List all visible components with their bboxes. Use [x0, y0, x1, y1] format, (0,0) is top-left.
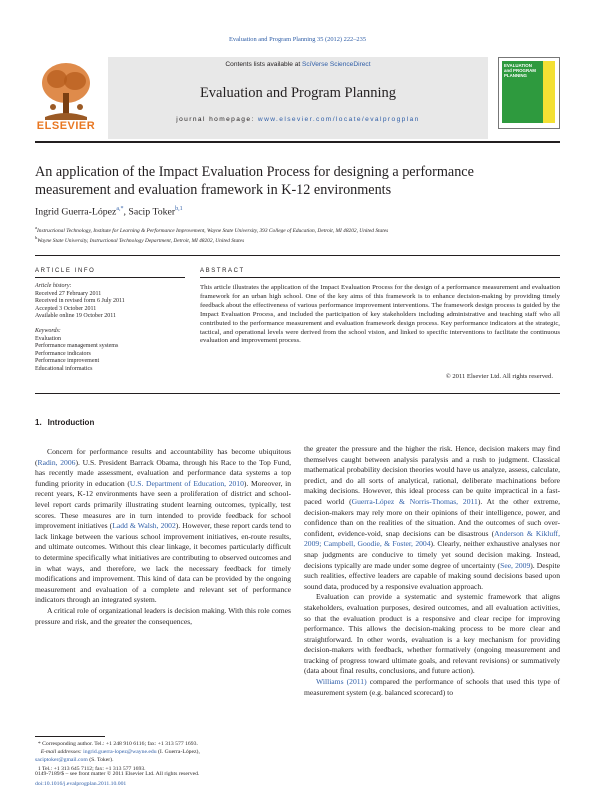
history-item: Accepted 3 October 2011 [35, 305, 97, 312]
cover-title-line2: and PROGRAM PLANNING [504, 68, 536, 78]
history-item: Available online 19 October 2011 [35, 313, 116, 320]
citation-link[interactable]: U.S. Department of Education, 2010 [129, 478, 244, 488]
text-run: ). U.S. President Barrack Obama, through his Race to the Top Fund, has recently made assessment, evaluation and performance data systems a top funding priority in education ( [35, 457, 292, 488]
homepage-label: journal homepage: [176, 116, 258, 123]
body-column-left [35, 447, 291, 627]
publisher-logo-text: ELSEVIER [36, 120, 96, 132]
footnote-rule [35, 736, 105, 737]
paragraph [304, 444, 560, 592]
sciencedirect-link[interactable]: SciVerse ScienceDirect [302, 61, 371, 68]
citation-link[interactable]: Ladd & Walsh, 2002 [112, 521, 176, 531]
issn-line: 0149-7189/$ – see front matter © 2011 Elsevier Ltd. All rights reserved. [35, 771, 200, 777]
issn-doi-block [35, 770, 199, 789]
paragraph: Evaluation can provide a systematic and systemic framework that aligns stakeholders, evaluation purposes, desired outcomes, and all evaluation activities, so that the evaluation product is a responsive and clear recipe for improving performance. This allows the decision-making process to be more clear and straightforward. In other words, evaluation is a key mechanism for providing decision-makers with feedback, whether formatively (ongoing measurement and tracking of progress toward ultimate goals, and relevant revisions) or summatively (data about final results, conclusions, and future action). [304, 592, 560, 676]
keyword-item: Performance improvement [35, 358, 100, 365]
keyword-item: Performance indicators [35, 350, 91, 357]
abstract-text: This article illustrates the application of the Impact Evaluation Process for the design of a performance measurement and evaluation framework for an urban high school. One of the key aims of this framework is to enhance decision-making by providing timely feedback about the effectiveness of various performance improvement interventions. The framework design process is guided by the Impact Evaluation Process, and included the participation of key stakeholders including administrative and teaching staff who all contributed to the performance measurement and evaluation framework design process. Key performance indicators at the strategic, tactical, and operational levels were derived from the school vision, and linked to specific interventions to facilitate the continuous evaluation and improvement process. [200, 284, 560, 345]
affiliation-marker: a [35, 225, 37, 230]
email-link[interactable]: saciptoker@gmail.com [35, 757, 88, 764]
journal-title: Evaluation and Program Planning [199, 85, 397, 101]
email-label: E-mail addresses: [40, 749, 84, 756]
section-title: Introduction [47, 418, 95, 427]
elsevier-tree-logo [35, 57, 97, 123]
footnote-emails [35, 748, 291, 764]
text-run: Concern for performance results and accountability has become ubiquitous ( [35, 447, 291, 467]
footnote-marker: * [37, 741, 41, 747]
history-item: Received in revised form 6 July 2011 [35, 298, 125, 305]
text-run: ). Clearly, neither exhaustive analyses nor snap judgments are conducive to timely yet sound decision making. Instead, decisions typically are made under some degree of uncertainty ( [304, 539, 560, 570]
keywords-label: Keywords: [35, 327, 61, 334]
citation-link[interactable]: Williams (2011) [316, 677, 367, 687]
keyword-item: Performance management systems [35, 343, 119, 350]
author-separator: , [123, 206, 129, 218]
citation-link[interactable]: Guerra-López & Norris-Thomas, 2011 [351, 496, 478, 506]
footnote-text: (I. Guerra-López), [156, 749, 200, 756]
footnotes [35, 740, 291, 773]
journal-cover-thumbnail [498, 57, 560, 129]
author-affiliation-link[interactable]: b,1 [175, 206, 183, 212]
author-name: Ingrid Guerra-López [35, 206, 117, 218]
paragraph: A critical role of organizational leaders is decision making. With this role comes pressure and risk, and the greater the consequences, [35, 605, 291, 626]
citation-link[interactable]: Anderson & Kikluff, 2009; Campbell, Goodie, & Foster, 2004 [304, 528, 560, 549]
keyword-item: Evaluation [35, 335, 61, 342]
email-link[interactable]: ingrid.guerra-lopez@wayne.edu [83, 749, 157, 756]
homepage-link[interactable]: www.elsevier.com/locate/evalprogplan [257, 116, 420, 123]
article-info-heading: ARTICLE INFO [35, 268, 96, 274]
section-heading-introduction [35, 418, 100, 427]
citation-link[interactable]: Radin, 2006 [37, 457, 76, 467]
text-run: ). However, these report cards tend to lack linkage between the various school improvement initiatives, en-route results, and ultimate outcomes. Without this clear linkage, it becomes particularly difficult to determine specifically what initiatives are contributing to observed outcomes and in what ways, and therefore, we lack the necessary feedback for timely modifications and improvement. This kind of data can be provided by the ongoing measurement and evaluation of a complete and relevant set of performance indicators through an integrated system. [35, 521, 291, 605]
paragraph [304, 677, 560, 698]
author-name: Sacip Toker [128, 206, 176, 218]
affiliation-text: Instructional Technology, Institute for Learning & Performance Improvement, Wayne State University, 393 College of Education, Detroit, MI 48202, United States [37, 227, 389, 234]
history-label: Article history: [35, 283, 72, 289]
journal-homepage-line [108, 116, 488, 123]
footnote-marker: 1 [37, 765, 41, 772]
article-title-line1: An application of the Impact Evaluation Process for designing a performance [35, 164, 474, 180]
article-info-list [35, 283, 185, 374]
section-divider [35, 255, 560, 256]
section-divider [35, 393, 560, 394]
text-run: compared the performance of schools that used this type of measurement system (e.g. balanced scorecard) to [304, 677, 560, 697]
contents-prefix: Contents lists available at [225, 61, 303, 68]
article-title-line2: measurement and evaluation framework in K-12 environments [35, 182, 392, 198]
affiliation-marker: b [35, 235, 38, 240]
paragraph [35, 447, 291, 606]
doi-link[interactable]: doi:10.1016/j.evalprogplan.2011.10.001 [35, 780, 127, 787]
text-run: the greater the pressure and the higher the risk. Hence, decision makers may find themselves caught between analysis paralysis and a rush to judgment. Classical mathematical probability decision theories would have us analyze, assess, calculate, predict, and do all sorts of analytical, rational, deliberate machinations before making decisions. However, this ideal process can be quite impractical in a fast-paced world ( [304, 444, 560, 506]
body-column-right [304, 444, 560, 698]
footnote-text: Tel.: +1 313 645 7112; fax: +1 313 577 1693. [40, 765, 146, 772]
section-number: 1. [35, 418, 42, 427]
cover-title-line1: EVALUATION [504, 63, 532, 68]
abstract-copyright: © 2011 Elsevier Ltd. All rights reserved. [445, 373, 553, 380]
contents-available-line [108, 61, 488, 68]
author-list [35, 206, 183, 217]
journal-reference[interactable]: Evaluation and Program Planning 35 (2012) 222–235 [228, 36, 367, 43]
history-item: Received 27 February 2011 [35, 290, 102, 297]
footnote-text: Corresponding author. Tel.: +1 248 910 6116; fax: +1 313 577 1693. [40, 741, 198, 747]
cover-title [504, 63, 559, 78]
footnote-text: (S. Toker). [87, 757, 114, 764]
text-run: ). Despite such realities, effective leaders are capable of making sound decisions based upon sound data, produced by a responsive evaluation approach. [304, 560, 560, 591]
article-title [35, 163, 560, 199]
text-run: ). At the other extreme, decision-makers may rely more on their opinions of their intelligence, power, and confidence than on the realities of the situation. And the outcomes of such over-confident, evidence-void, snap decisions can be disastrous ( [304, 496, 560, 538]
text-run: ). Moreover, in recent years, K-12 environments have seen a proliferation of district and school-level report cards primarily illustrating student learning outcomes, typically, test scores. These measures are in turn intended to provide feedback for school improvement initiatives ( [35, 478, 292, 531]
affiliation-b [35, 235, 560, 244]
keyword-item: Educational informatics [35, 365, 93, 372]
header-rule [35, 141, 560, 143]
abstract-rule [200, 277, 560, 278]
affiliation-a [35, 225, 560, 234]
abstract-heading: ABSTRACT [200, 268, 245, 274]
citation-link[interactable]: See, 2009 [500, 560, 531, 570]
footnote-corresponding [35, 740, 291, 748]
affiliation-text: Wayne State University, Instructional Technology Department, Detroit, MI 48202, United States [37, 237, 245, 244]
article-info-rule [35, 277, 185, 278]
author-affiliation-link[interactable]: a,* [116, 206, 124, 212]
